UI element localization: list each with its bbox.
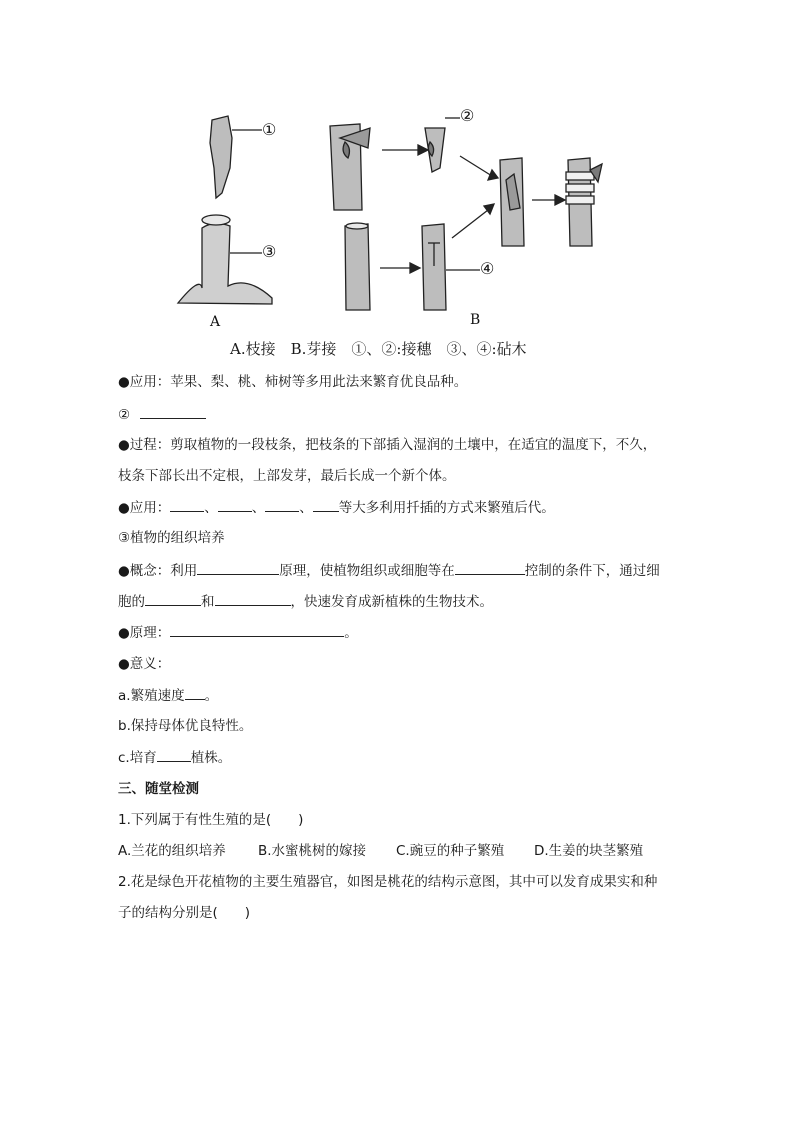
rootstock-a	[178, 223, 272, 304]
application-label: ●应用：	[118, 500, 171, 516]
concept-line-1	[118, 560, 660, 581]
tissue-culture-heading: ③植物的组织培养	[118, 530, 225, 546]
grafting-figure	[170, 98, 620, 360]
option-b[interactable]: B.水蜜桃树的嫁接	[258, 843, 367, 859]
separator: 、	[204, 500, 218, 516]
separator: 、	[251, 500, 266, 516]
stock-t-cut	[422, 224, 446, 310]
significance-heading: ●意义：	[118, 656, 171, 672]
application-text: 等大多利用扦插的方式来繁殖后代。	[338, 500, 555, 516]
principle-end: 。	[344, 625, 358, 641]
concept-text: 控制的条件下，通过细	[524, 563, 660, 579]
significance-text: c.培育	[118, 750, 157, 766]
answer-blank[interactable]	[313, 497, 339, 512]
concept-text: 胞的	[118, 594, 145, 610]
answer-blank[interactable]	[197, 560, 279, 575]
principle-label: ●原理：	[118, 625, 171, 641]
application-line-2	[118, 497, 555, 518]
cutting-marker: ②	[118, 407, 131, 423]
significance-c	[118, 747, 231, 768]
marker-2: ②	[460, 106, 475, 125]
marker-1: ①	[262, 120, 277, 139]
answer-blank[interactable]	[140, 404, 206, 419]
option-a[interactable]: A.兰花的组织培养	[118, 843, 226, 859]
separator: 、	[299, 500, 313, 516]
process-line-2: 枝条下部长出不定根，上部发芽，最后长成一个新个体。	[118, 468, 456, 484]
scion-a	[210, 116, 232, 198]
significance-a	[118, 685, 218, 706]
significance-text: a.繁殖速度	[118, 688, 185, 704]
stock-b2	[345, 224, 370, 310]
concept-label: ●概念：利用	[118, 563, 198, 579]
concept-text: ，快速发育成新植株的生物技术。	[290, 594, 493, 610]
concept-line-2	[118, 591, 493, 612]
figure-label-b: B	[470, 312, 481, 328]
answer-blank[interactable]	[265, 497, 299, 512]
significance-end: 。	[204, 688, 219, 704]
concept-text: 原理，使植物组织或细胞等在	[279, 563, 455, 579]
answer-blank[interactable]	[185, 685, 205, 700]
option-d[interactable]: D.生姜的块茎繁殖	[534, 843, 644, 859]
answer-blank[interactable]	[170, 622, 344, 637]
question-1: 1.下列属于有性生殖的是( )	[118, 812, 304, 828]
answer-blank[interactable]	[218, 497, 252, 512]
section-heading: 三、随堂检测	[118, 781, 199, 797]
marker-4: ④	[480, 259, 495, 278]
process-line-1: ●过程：剪取植物的一段枝条，把枝条的下部插入湿润的土壤中，在适宜的温度下，不久，	[118, 437, 657, 453]
grafting-illustration	[170, 98, 620, 360]
figure-label-a: A	[210, 314, 221, 330]
figure-caption: A.枝接 B.芽接 ①、②:接穗 ③、④:砧木	[230, 340, 527, 358]
concept-text: 和	[201, 594, 215, 610]
cutting-heading	[118, 404, 206, 425]
answer-blank[interactable]	[145, 591, 201, 606]
question-2-line-1: 2.花是绿色开花植物的主要生殖器官，如图是桃花的结构示意图，其中可以发育成果实和种	[118, 874, 658, 890]
significance-end: 植株。	[190, 750, 232, 766]
significance-b: b.保持母体优良特性。	[118, 718, 253, 734]
question-2-line-2: 子的结构分别是( )	[118, 905, 251, 921]
answer-blank[interactable]	[215, 591, 291, 606]
answer-blank[interactable]	[170, 497, 204, 512]
application-line-1: ●应用：苹果、梨、桃、柿树等多用此法来繁育优良品种。	[118, 374, 468, 390]
answer-blank[interactable]	[157, 747, 191, 762]
answer-blank[interactable]	[455, 560, 525, 575]
option-c[interactable]: C.豌豆的种子繁殖	[396, 843, 505, 859]
marker-3: ③	[262, 242, 277, 261]
principle-line	[118, 622, 358, 643]
